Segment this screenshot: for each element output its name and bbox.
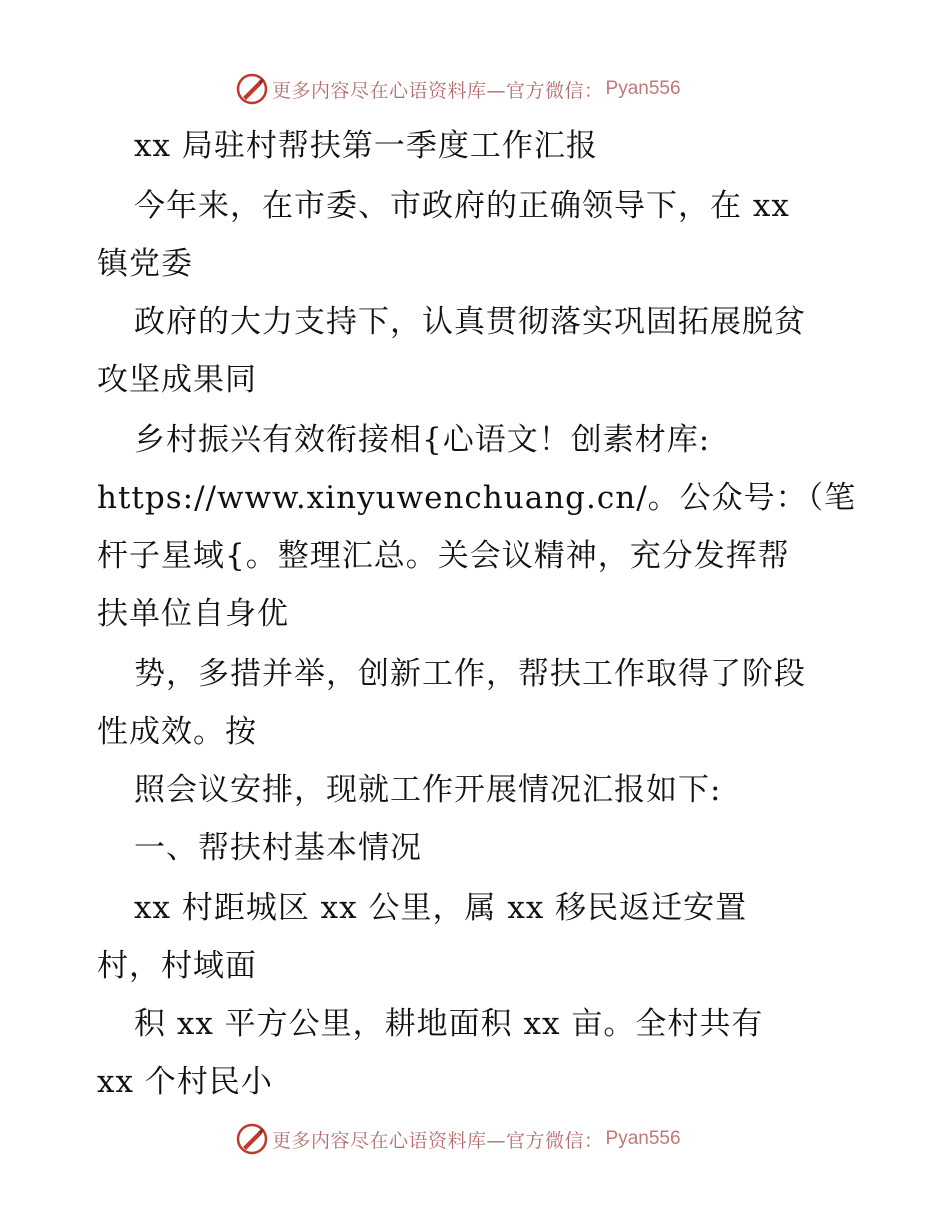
watermark-handle: Pyan556 [605, 1128, 681, 1149]
paragraph-line: 村，村域面 [97, 948, 257, 984]
paragraph-line: 扶单位自身优 [97, 596, 289, 632]
paragraph-line: 照会议安排，现就工作开展情况汇报如下: [134, 772, 722, 808]
section-heading: 一、帮扶村基本情况 [134, 830, 422, 866]
paragraph-line: 杆子星域{。整理汇总。关会议精神，充分发挥帮 [97, 538, 790, 574]
paragraph-line: 乡村振兴有效衔接相{心语文！创素材库: [134, 422, 711, 458]
paragraph-line: 今年来，在市委、市政府的正确领导下，在 xx [134, 188, 790, 224]
paragraph-line: xx 个村民小 [97, 1064, 273, 1100]
watermark-text: 更多内容尽在心语资料库—官方微信： [272, 1129, 604, 1152]
brand-logo-icon [236, 1123, 268, 1155]
paragraph-line: 政府的大力支持下，认真贯彻落实巩固拓展脱贫 [134, 304, 806, 340]
paragraph-line: https://www.xinyuwenchuang.cn/。公众号：（笔 [97, 480, 857, 516]
paragraph-line: 镇党委 [97, 246, 193, 282]
watermark-handle: Pyan556 [605, 78, 681, 99]
watermark-text: 更多内容尽在心语资料库—官方微信： [272, 79, 604, 102]
brand-logo-icon [236, 73, 268, 105]
document-title: xx 局驻村帮扶第一季度工作汇报 [134, 128, 598, 164]
paragraph-line: 性成效。按 [97, 714, 257, 750]
paragraph-line: xx 村距城区 xx 公里，属 xx 移民返迁安置 [134, 890, 748, 926]
paragraph-line: 势，多措并举，创新工作，帮扶工作取得了阶段 [134, 656, 806, 692]
footer-watermark [236, 1122, 681, 1156]
paragraph-line: 积 xx 平方公里，耕地面积 xx 亩。全村共有 [134, 1006, 764, 1042]
paragraph-line: 攻坚成果同 [97, 362, 257, 398]
header-watermark [236, 72, 681, 106]
